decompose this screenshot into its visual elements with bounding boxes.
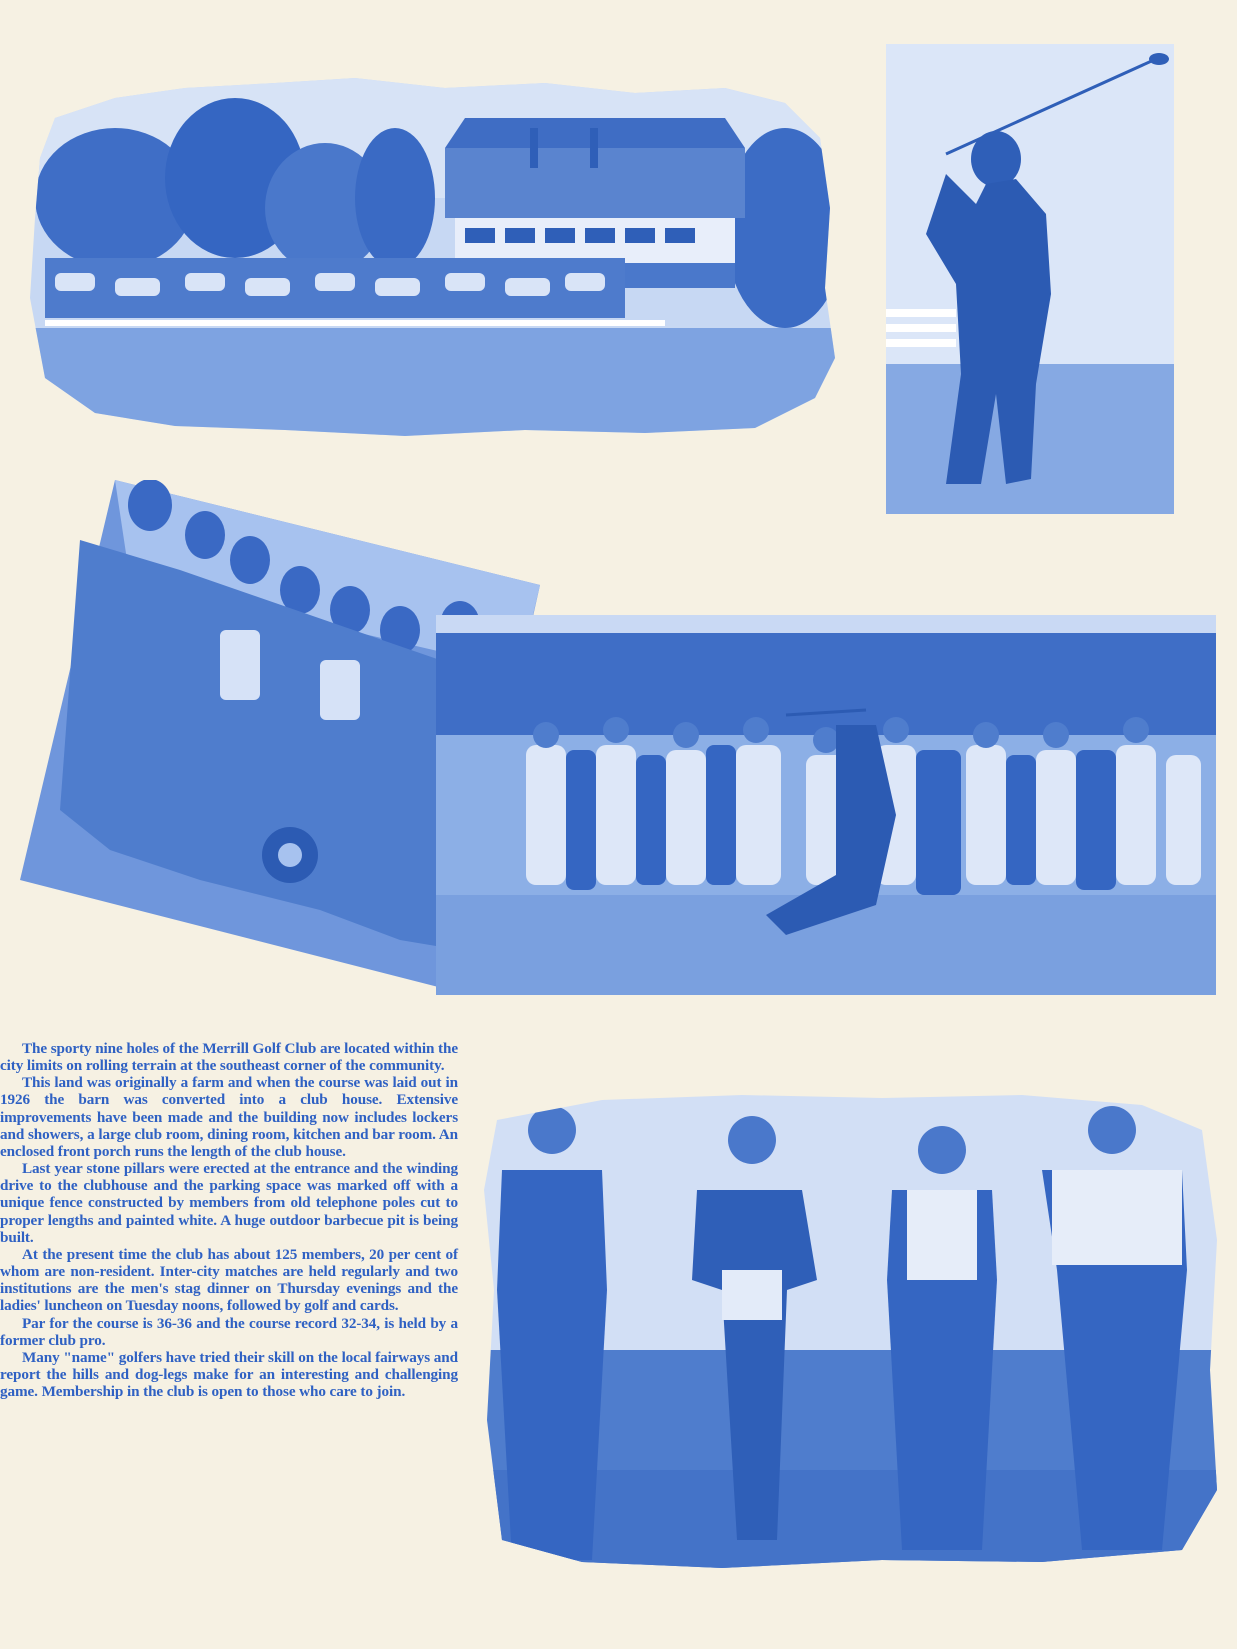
article-paragraph-6: Many "name" golfers have tried their skill on the local fairways and report the hills and dog-legs make for an interesting and challenging game. Membership in the club is open to those who care to join. <box>0 1348 458 1401</box>
article-paragraph-5: Par for the course is 36-36 and the course record 32-34, is held by a former club pro. <box>0 1314 458 1349</box>
article-paragraph-1: The sporty nine holes of the Merrill Golf Club are located within the city limits on rolling terrain at the southeast corner of the community. <box>0 1040 458 1075</box>
photo-four-men-on-course <box>482 1090 1220 1570</box>
article-paragraph-2: This land was originally a farm and when the course was laid out in 1926 the barn was converted into a club house. Extensive improvements have been made and the building now includes lockers and showers, a large club room, dining room, kitchen and bar room. An enclosed front porch runs the length of the club house. <box>0 1074 458 1160</box>
photo-golfer-follow-through <box>886 44 1174 514</box>
photo-clubhouse-parking-lot <box>25 58 835 438</box>
article-paragraph-4: At the present time the club has about 125 members, 20 per cent of whom are non-resident. Inter-city matches are held regularly and two institutions are the men's stag dinner on Thursday evenings and the ladies' luncheon on Tuesday noons, followed by golf and cards. <box>0 1245 458 1315</box>
article-text <box>0 1040 458 1400</box>
photo-women-watching-tee-shot <box>436 615 1216 995</box>
article-paragraph-3: Last year stone pillars were erected at the entrance and the winding drive to the clubhouse and the parking space was marked off with a unique fence constructed by members from old telephone poles cut to proper lengths and painted white. A huge outdoor barbecue pit is being built. <box>0 1160 458 1246</box>
